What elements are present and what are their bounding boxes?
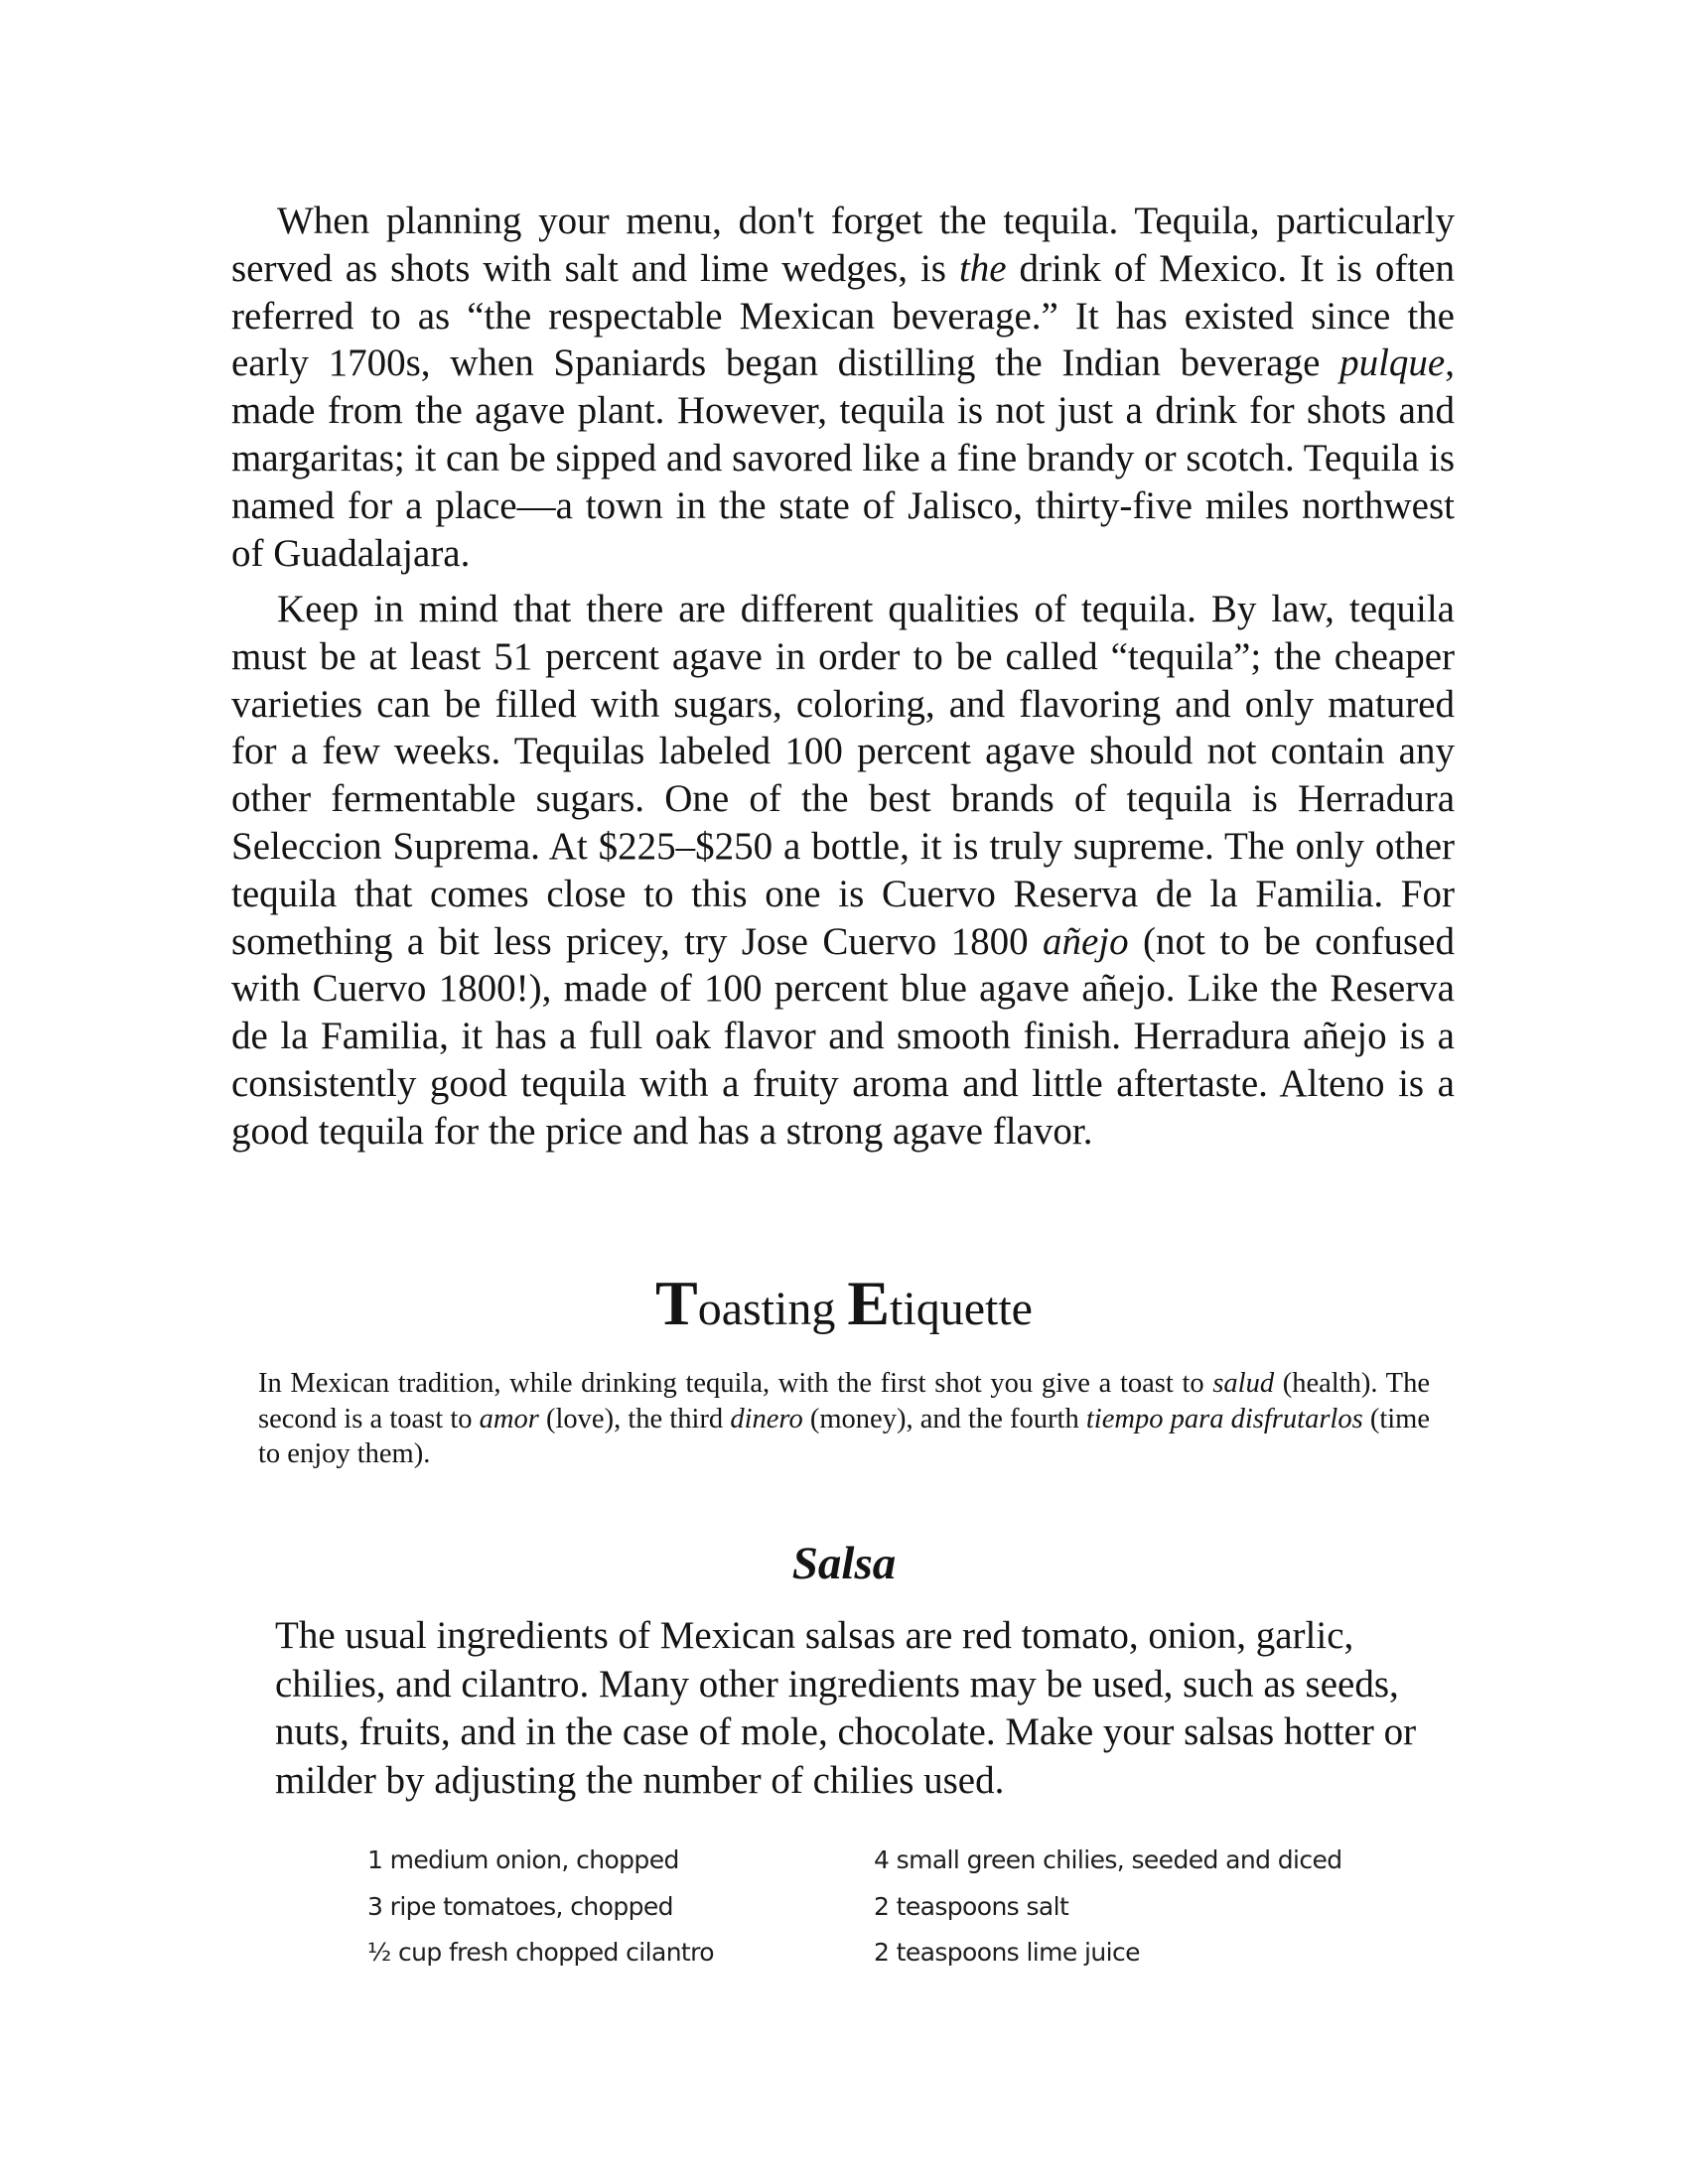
text-segment: In Mexican tradition, while drinking tequila, with the first shot you give a toast to (258, 1368, 1213, 1399)
tequila-intro-paragraph (231, 198, 1455, 577)
ingredients-list (367, 1838, 1380, 1977)
emphasis: tiempo para disfrutarlos (1085, 1403, 1363, 1434)
emphasis: pulque (1339, 341, 1446, 385)
heading-initial: E (847, 1268, 891, 1338)
heading-initial: T (655, 1268, 698, 1338)
emphasis: añejo (1043, 919, 1129, 963)
ingredient-item: 2 teaspoons salt (874, 1891, 1069, 1921)
text-segment: Keep in mind that there are different qualities of tequila. By law, tequila must be at least 51 percent agave in order to be called “tequila”; the cheaper varieties can be filled with sugars, coloring, and flavoring and only matured for a few weeks. Tequilas labeled 100 percent agave should not contain any other fermentable sugars. One of the best brands of tequila is Herradura Seleccion Suprema. At $225–$250 a bottle, it is truly supreme. The only other tequila that comes close to this one is Cuervo Reserva de la Familia. For something a bit less pricey, try Jose Cuervo 1800 (231, 588, 1455, 963)
ingredient-item: 4 small green chilies, seeded and diced (874, 1845, 1342, 1874)
ingredient-item: 1 medium onion, chopped (367, 1845, 679, 1874)
text-segment: (health). The second is a toast to (258, 1368, 1430, 1434)
heading-text: tiquette (890, 1283, 1033, 1335)
text-segment: (love), the third (538, 1403, 731, 1434)
text-segment: (time to enjoy them). (258, 1403, 1430, 1469)
emphasis: the (958, 246, 1007, 290)
emphasis: dinero (730, 1403, 803, 1434)
ingredient-item: 3 ripe tomatoes, chopped (367, 1891, 673, 1921)
text-segment: drink of Mexico. It is often referred to as “the respectable Mexican beverage.” It has existed since the early 1700s, when Spaniards began distilling the Indian beverage (231, 246, 1455, 385)
salsa-heading: Salsa (791, 1538, 897, 1589)
text-segment: , made from the agave plant. However, tequila is not just a drink for shots and margaritas; it can be sipped and savored like a fine brandy or scotch. Tequila is named for a place—a town in the state of Jalisco, thirty-five miles northwest of Guadalajara. (231, 341, 1455, 575)
emphasis: amor (479, 1403, 539, 1434)
text-segment: When planning your menu, don't forget the tequila. Tequila, particularly served as shots with salt and lime wedges, is (231, 200, 1455, 290)
emphasis: salud (1212, 1368, 1275, 1399)
text-segment: (money), and the fourth (802, 1403, 1086, 1434)
salsa-intro-text: The usual ingredients of Mexican salsas are red tomato, onion, garlic, chilies, and cilantro. Many other ingredients may be used, such as seeds, nuts, fruits, and in the case of mole, chocolate. Make your salsas hotter or milder by adjusting the number of chilies used. (275, 1614, 1417, 1802)
ingredient-item: ½ cup fresh chopped cilantro (367, 1938, 714, 1967)
tequila-quality-paragraph (231, 586, 1455, 1156)
toasting-etiquette-heading (0, 1268, 1688, 1338)
toasting-etiquette-text (258, 1366, 1430, 1472)
text-segment: (not to be confused with Cuervo 1800!), made of 100 percent blue agave añejo. Like the Reserva de la Familia, it has a full oak flavor and smooth finish. Herradura añejo is a consistently good tequila with a fruity aroma and little aftertaste. Alteno is a good tequila for the price and has a strong agave flavor. (231, 919, 1455, 1153)
ingredient-item: 2 teaspoons lime juice (874, 1938, 1140, 1967)
heading-text: oasting (697, 1283, 848, 1335)
